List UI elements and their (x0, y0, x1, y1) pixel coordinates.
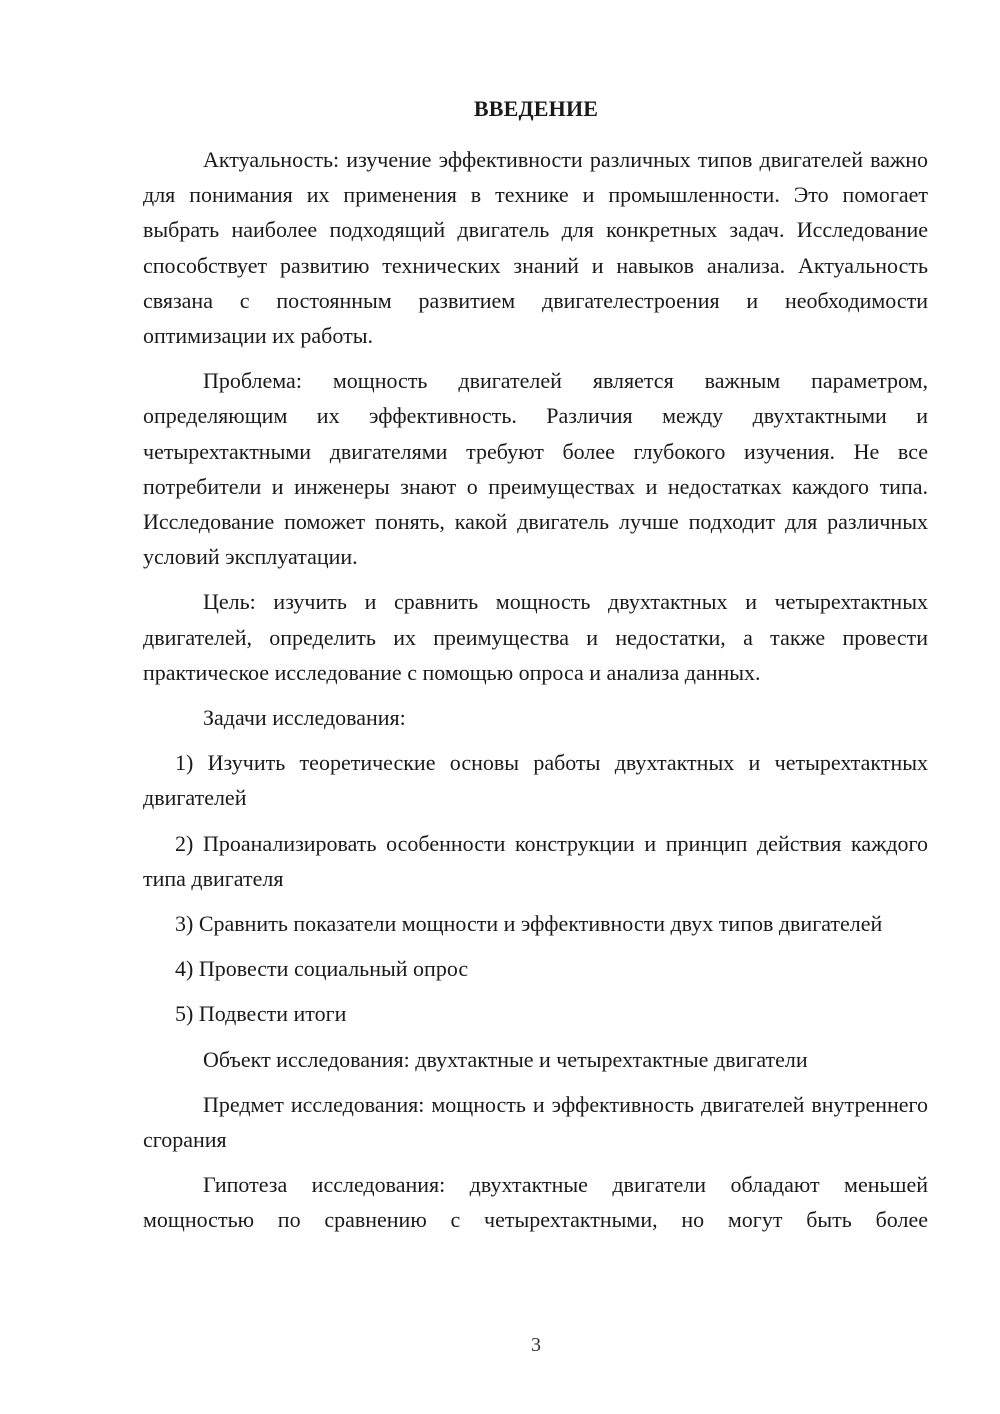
body-text (143, 142, 928, 1248)
paragraph-tasks-title: Задачи исследования: (203, 705, 406, 731)
task-item-3: 3) Сравнить показатели мощности и эффективности двух типов двигателей (175, 911, 883, 937)
paragraph-goal: Цель: изучить и сравнить мощность двухтактных и четырехтактных двигателей, определить их преимущества и недостатки, а также провести практическое исследование с помощью опроса и анализа данных. (143, 589, 928, 685)
task-item-1: 1) Изучить теоретические основы работы двухтактных и четырехтактных двигателей (143, 750, 928, 811)
task-item-4: 4) Провести социальный опрос (175, 956, 469, 982)
paragraph-problem: Проблема: мощность двигателей является важным параметром, определяющим их эффективность. Различия между двухтактными и четырехтактными двигателями требуют более глубокого изучения. Не все потребители и инженеры знают о преимуществах и недостатках каждого типа. Исследование поможет понять, какой двигатель лучше подходит для различных условий эксплуатации. (143, 368, 928, 570)
task-item-2: 2) Проанализировать особенности конструкции и принцип действия каждого типа двигателя (143, 830, 928, 891)
paragraph-relevance: Актуальность: изучение эффективности различных типов двигателей важно для понимания их применения в технике и промышленности. Это помогает выбрать наиболее подходящий двигатель для конкретных задач. Исследование способствует развитию технических знаний и навыков анализа. Актуальность связана с постоянным развитием двигателестроения и необходимости оптимизации их работы. (143, 147, 928, 349)
page-number: 3 (531, 1334, 541, 1356)
section-heading: ВВЕДЕНИЕ (473, 96, 599, 121)
paragraph-object: Объект исследования: двухтактные и четырехтактные двигатели (203, 1046, 808, 1072)
paragraph-hypothesis: Гипотеза исследования: двухтактные двигатели обладают меньшей мощностью по сравнению с четырехтактными, но могут быть более (143, 1172, 928, 1233)
paragraph-subject: Предмет исследования: мощность и эффективность двигателей внутреннего сгорания (143, 1091, 928, 1153)
task-item-5: 5) Подвести итоги (175, 1001, 347, 1027)
